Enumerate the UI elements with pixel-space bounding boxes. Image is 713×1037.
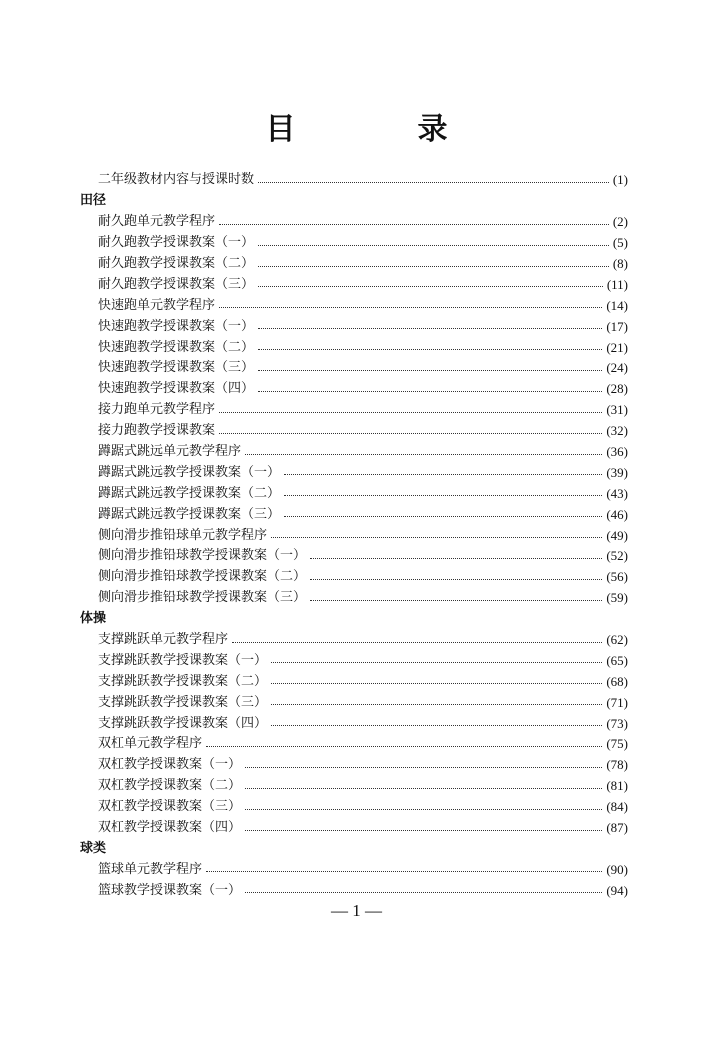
entry-page-number: (31): [606, 402, 628, 418]
entry-title: 耐久跑单元教学程序: [98, 214, 216, 230]
dot-leader: [232, 642, 602, 643]
toc-entry: [80, 630, 628, 651]
entry-title: 双杠教学授课教案（二）: [98, 778, 242, 794]
toc-entry: [80, 504, 628, 525]
dot-leader: [258, 182, 609, 183]
entry-title: 接力跑单元教学程序: [98, 402, 216, 418]
entry-page-number: (65): [606, 652, 628, 668]
toc-entry: [80, 859, 628, 880]
toc-entry: [80, 483, 628, 504]
toc-entry: [80, 567, 628, 588]
entry-page-number: (2): [612, 214, 628, 230]
entry-title: 侧向滑步推铅球教学授课教案（二）: [98, 569, 307, 585]
toc-entry: [80, 254, 628, 275]
dot-leader: [258, 328, 602, 329]
dot-leader: [219, 433, 602, 434]
dot-leader: [219, 224, 609, 225]
dot-leader: [271, 704, 602, 705]
entry-page-number: (71): [606, 694, 628, 710]
entry-title: 双杠教学授课教案（三）: [98, 799, 242, 815]
dot-leader: [310, 579, 602, 580]
dot-leader: [271, 537, 602, 538]
dot-leader: [245, 454, 602, 455]
toc-entry: [80, 650, 628, 671]
dot-leader: [258, 349, 602, 350]
toc-entry: [80, 358, 628, 379]
entry-page-number: (1): [612, 172, 628, 188]
section-title: 田径: [80, 193, 107, 209]
dot-leader: [258, 266, 609, 267]
toc-entry: [80, 170, 628, 191]
entry-title: 快速跑教学授课教案（三）: [98, 360, 255, 376]
toc-entry: [80, 337, 628, 358]
entry-page-number: (21): [606, 339, 628, 355]
entry-page-number: (49): [606, 527, 628, 543]
dot-leader: [271, 725, 602, 726]
entry-title: 支撑跳跃教学授课教案（一）: [98, 652, 268, 668]
toc-entry: [80, 776, 628, 797]
entry-title: 蹲踞式跳远教学授课教案（二）: [98, 485, 281, 501]
section-title: 球类: [80, 840, 107, 856]
entry-title: 侧向滑步推铅球教学授课教案（一）: [98, 548, 307, 564]
dot-leader: [219, 307, 602, 308]
dot-leader: [245, 892, 602, 893]
entry-title: 耐久跑教学授课教案（一）: [98, 235, 255, 251]
dot-leader: [258, 370, 602, 371]
entry-page-number: (78): [606, 757, 628, 773]
toc-entry: [80, 274, 628, 295]
page-number-footer: — 1 —: [331, 901, 382, 920]
dot-leader: [258, 391, 602, 392]
toc-entry: [80, 671, 628, 692]
toc-entry: [80, 880, 628, 901]
entry-title: 支撑跳跃教学授课教案（三）: [98, 694, 268, 710]
entry-page-number: (39): [606, 464, 628, 480]
entry-page-number: (56): [606, 569, 628, 585]
entry-page-number: (36): [606, 444, 628, 460]
dot-leader: [284, 516, 602, 517]
entry-title: 二年级教材内容与授课时数: [98, 172, 255, 188]
toc-entry: [80, 755, 628, 776]
entry-title: 快速跑单元教学程序: [98, 297, 216, 313]
entry-title: 耐久跑教学授课教案（三）: [98, 276, 255, 292]
entry-page-number: (11): [606, 276, 628, 292]
entry-title: 双杠教学授课教案（一）: [98, 757, 242, 773]
dot-leader: [258, 286, 603, 287]
dot-leader: [245, 830, 602, 831]
toc-entry: [80, 818, 628, 839]
entry-page-number: (17): [606, 318, 628, 334]
entry-page-number: (87): [606, 820, 628, 836]
entry-page-number: (14): [606, 297, 628, 313]
entry-title: 接力跑教学授课教案: [98, 423, 216, 439]
entry-title: 篮球单元教学程序: [98, 861, 203, 877]
toc-entry: [80, 525, 628, 546]
dot-leader: [310, 600, 602, 601]
entry-title: 蹲踞式跳远教学授课教案（三）: [98, 506, 281, 522]
entry-title: 双杠单元教学程序: [98, 736, 203, 752]
entry-page-number: (62): [606, 632, 628, 648]
entry-page-number: (28): [606, 381, 628, 397]
toc-entry: [80, 734, 628, 755]
entry-page-number: (68): [606, 673, 628, 689]
dot-leader: [245, 809, 602, 810]
page-title: 目 录: [265, 112, 494, 147]
toc-entry: [80, 400, 628, 421]
entry-title: 快速跑教学授课教案（四）: [98, 381, 255, 397]
entry-page-number: (52): [606, 548, 628, 564]
entry-title: 侧向滑步推铅球教学授课教案（三）: [98, 590, 307, 606]
toc-entry: [80, 692, 628, 713]
entry-title: 耐久跑教学授课教案（二）: [98, 256, 255, 271]
toc-entry: [80, 233, 628, 254]
entry-page-number: (46): [606, 506, 628, 522]
toc-entry: [80, 462, 628, 483]
dot-leader: [258, 245, 609, 246]
toc-entry: [80, 316, 628, 337]
dot-leader: [245, 767, 602, 768]
entry-page-number: (59): [606, 590, 628, 606]
toc-section-heading: [80, 839, 628, 860]
toc-section-heading: [80, 609, 628, 630]
dot-leader: [271, 683, 602, 684]
toc-entry: [80, 546, 628, 567]
entry-title: 快速跑教学授课教案（一）: [98, 318, 255, 334]
dot-leader: [245, 788, 602, 789]
entry-title: 侧向滑步推铅球单元教学程序: [98, 527, 268, 543]
dot-leader: [206, 871, 602, 872]
entry-page-number: (43): [606, 485, 628, 501]
dot-leader: [271, 662, 602, 663]
toc-entry: [80, 421, 628, 442]
entry-page-number: (94): [606, 882, 628, 898]
dot-leader: [219, 412, 602, 413]
toc-entry: [80, 212, 628, 233]
dot-leader: [206, 746, 602, 747]
section-title: 体操: [80, 611, 107, 627]
toc-entry: [80, 295, 628, 316]
dot-leader: [310, 558, 602, 559]
entry-page-number: (24): [606, 360, 628, 376]
entry-page-number: (73): [606, 715, 628, 731]
entry-title: 支撑跳跃教学授课教案（四）: [98, 715, 268, 731]
entry-title: 篮球教学授课教案（一）: [98, 882, 242, 898]
entry-page-number: (32): [606, 423, 628, 439]
entry-title: 支撑跳跃教学授课教案（二）: [98, 673, 268, 689]
toc-entry: [80, 713, 628, 734]
entry-title: 蹲踞式跳远教学授课教案（一）: [98, 464, 281, 480]
entry-page-number: (75): [606, 736, 628, 752]
entry-title: 双杠教学授课教案（四）: [98, 820, 242, 836]
toc-entry: [80, 379, 628, 400]
entry-page-number: (8): [612, 256, 628, 271]
entry-page-number: (90): [606, 861, 628, 877]
toc-section-heading: [80, 191, 628, 212]
dot-leader: [284, 495, 602, 496]
entry-title: 蹲踞式跳远单元教学程序: [98, 444, 242, 460]
dot-leader: [284, 474, 602, 475]
entry-title: 支撑跳跃单元教学程序: [98, 632, 229, 648]
table-of-contents: [80, 170, 628, 901]
entry-page-number: (84): [606, 799, 628, 815]
toc-entry: [80, 588, 628, 609]
toc-entry: [80, 797, 628, 818]
entry-page-number: (81): [606, 778, 628, 794]
entry-page-number: (5): [612, 235, 628, 251]
entry-title: 快速跑教学授课教案（二）: [98, 339, 255, 355]
toc-entry: [80, 442, 628, 463]
